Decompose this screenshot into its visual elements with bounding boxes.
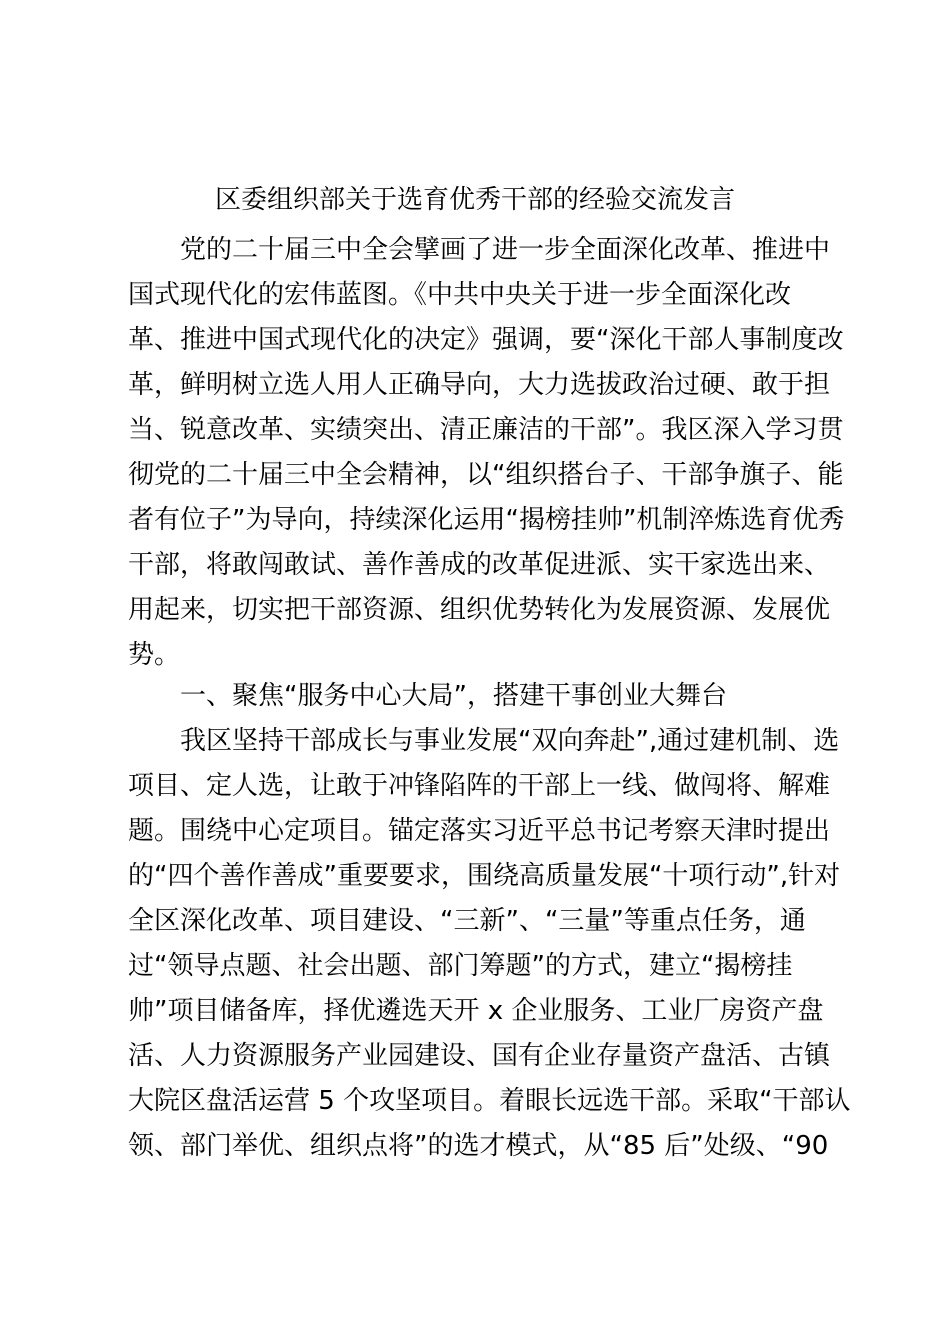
text-line: 势。	[128, 640, 181, 670]
section1-paragraph	[128, 719, 851, 1169]
text-line: 过“领导点题、社会出题、部门筹题”的方式，建立“揭榜挂	[128, 951, 793, 981]
intro-paragraph	[128, 228, 848, 678]
text-line: 全区深化改革、项目建设、“三新”、“三量”等重点任务，通	[128, 906, 806, 936]
text-line: 者有位子”为导向，持续深化运用“揭榜挂帅”机制淬炼选育优秀	[128, 505, 845, 535]
section-heading-text: 一、聚焦“服务中心大局”，搭建干事创业大舞台	[180, 681, 727, 711]
text-line: 革、推进中国式现代化的决定》强调，要“深化干部人事制度改	[128, 325, 844, 355]
section-heading	[128, 674, 848, 719]
text-line: 干部，将敢闯敢试、善作善成的改革促进派、实干家选出来、	[128, 550, 831, 580]
text-line: 用起来，切实把干部资源、组织优势转化为发展资源、发展优	[128, 595, 831, 625]
text-line: 国式现代化的宏伟蓝图。《中共中央关于进一步全面深化改	[128, 280, 792, 310]
text-line: 彻党的二十届三中全会精神，以“组织搭台子、干部争旗子、能	[128, 460, 844, 490]
text-line: 我区坚持干部成长与事业发展“双向奔赴”,通过建机制、选	[180, 726, 840, 756]
text-line: 当、锐意改革、实绩突出、清正廉洁的干部”。我区深入学习贯	[128, 415, 844, 445]
text-line: 领、部门举优、组织点将”的选才模式，从“85 后”处级、“90	[128, 1131, 829, 1161]
text-line: 革，鲜明树立选人用人正确导向，大力选拔政治过硬、敢于担	[128, 370, 831, 400]
text-line: 题。围绕中心定项目。锚定落实习近平总书记考察天津时提出	[128, 816, 831, 846]
text-line: 大院区盘活运营 5 个攻坚项目。着眼长远选干部。采取“干部认	[128, 1086, 851, 1116]
text-line: 活、人力资源服务产业园建设、国有企业存量资产盘活、古镇	[128, 1041, 831, 1071]
text-line: 项目、定人选，让敢于冲锋陷阵的干部上一线、做闯将、解难	[128, 771, 831, 801]
text-line: 帅”项目储备库，择优遴选天开 x 企业服务、工业厂房资产盘	[128, 996, 824, 1026]
document-title: 区委组织部关于选育优秀干部的经验交流发言	[214, 185, 735, 215]
text-line: 的“四个善作善成”重要要求，围绕高质量发展“十项行动”,针对	[128, 861, 841, 891]
text-line: 党的二十届三中全会擘画了进一步全面深化改革、推进中	[180, 235, 831, 265]
